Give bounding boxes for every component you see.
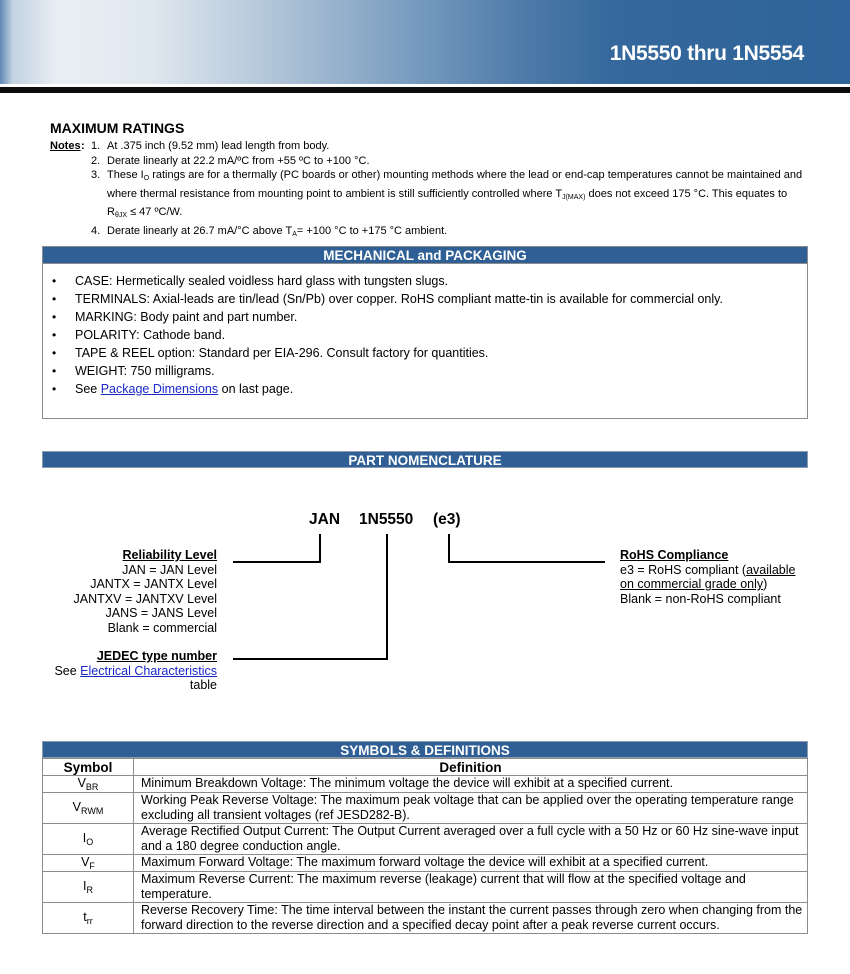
jedec-type-title: JEDEC type number (96, 649, 217, 663)
symbols-definitions-header: SYMBOLS & DEFINITIONS (42, 741, 808, 758)
definition-cell: Average Rectified Output Current: The Output Current averaged over a full cycle with a 50 Hz or 60 Hz sine-wave input and a 180 degree conduction angle. (134, 824, 808, 855)
item-text: MARKING: Body paint and part number. (75, 310, 298, 324)
bullet-icon: • (52, 364, 57, 378)
subscript: θJX (114, 212, 128, 219)
rohs-underlined: available (746, 562, 796, 577)
symbol-cell (43, 793, 134, 824)
symbol-subscript: O (86, 837, 94, 847)
definition-cell: Maximum Forward Voltage: The maximum forward voltage the device will exhibit at a specified current. (134, 855, 808, 872)
table-row (43, 855, 808, 872)
symbol-letter: V (77, 776, 86, 790)
rohs-text: ) (763, 577, 768, 591)
notes-colon: : (81, 140, 85, 152)
table-header-row (43, 759, 808, 776)
symbol-letter: I (82, 831, 87, 845)
note-text: Derate linearly at 22.2 mA/ºC from +55 ºC to +100 °C. (107, 154, 370, 167)
notes-list (50, 139, 810, 242)
rohs-compliance-title: RoHS Compliance (620, 548, 729, 562)
rohs-compliance-legend (620, 548, 820, 606)
definition-cell: Maximum Reverse Current: The maximum reverse (leakage) current that will flow at the specified voltage and temperature. (134, 872, 808, 903)
jedec-prefix: See (54, 663, 81, 678)
note-text: = +100 °C to +175 °C ambient. (296, 224, 448, 237)
symbol-cell (43, 824, 134, 855)
code-level: JAN (309, 511, 341, 528)
symbol-subscript: F (89, 861, 95, 871)
connector-level-vertical (319, 534, 321, 562)
reliability-line: JANS = JANS Level (105, 606, 217, 620)
symbol-letter: I (83, 879, 87, 893)
table-row (43, 793, 808, 824)
symbols-definitions-section (42, 741, 808, 934)
symbol-subscript: RWM (81, 806, 104, 816)
jedec-type-legend (54, 649, 217, 693)
list-item (43, 272, 807, 290)
subscript: A (292, 230, 297, 238)
list-item (43, 326, 807, 344)
subscript: O (143, 175, 150, 182)
code-rohs: (e3) (433, 511, 461, 528)
bullet-icon: • (52, 310, 57, 324)
item-text: POLARITY: Cathode band. (75, 328, 226, 342)
mechanical-packaging-header: MECHANICAL and PACKAGING (43, 247, 807, 264)
symbol-letter: V (81, 855, 90, 869)
symbol-subscript: R (86, 885, 93, 895)
mechanical-list (43, 264, 807, 398)
connector-level-horizontal (233, 561, 321, 563)
definition-cell: Reverse Recovery Time: The time interval between the instant the current passes through zero when changing from the forward direction to the reverse direction and a specified decay point after a peak reverse current occurs. (134, 903, 808, 934)
symbol-letter: t (83, 910, 87, 924)
column-header-definition: Definition (134, 759, 808, 776)
bullet-icon: • (52, 328, 57, 342)
bullet-icon: • (52, 274, 57, 288)
connector-part-vertical (386, 534, 388, 660)
bullet-icon: • (52, 292, 57, 306)
maximum-ratings-title: MAXIMUM RATINGS (50, 120, 185, 136)
reliability-line: JAN = JAN Level (122, 562, 217, 577)
item-text: TAPE & REEL option: Standard per EIA-296. Consult factory for quantities. (75, 346, 489, 360)
table-row (43, 824, 808, 855)
reliability-line: Blank = commercial (107, 620, 217, 635)
document-title: 1N5550 thru 1N5554 (609, 42, 804, 65)
symbol-subscript: BR (85, 782, 99, 792)
item-text: WEIGHT: 750 milligrams. (75, 364, 215, 378)
list-item (43, 290, 807, 308)
rohs-line (620, 577, 820, 592)
reliability-line: JANTX = JANTX Level (90, 577, 217, 591)
symbol-letter: V (72, 800, 81, 814)
package-dimensions-link[interactable]: Package Dimensions (100, 382, 219, 396)
symbol-cell (43, 855, 134, 872)
connector-rohs-vertical (448, 534, 450, 562)
subscript: J(MAX) (562, 193, 586, 201)
notes-label: Notes (50, 140, 81, 152)
rohs-text: e3 = RoHS compliant ( (620, 562, 747, 577)
definition-cell: Minimum Breakdown Voltage: The minimum voltage the device will exhibit at a specified current. (134, 776, 808, 793)
electrical-characteristics-link[interactable]: Electrical Characteristics (80, 663, 217, 678)
symbol-subscript: rr (86, 916, 93, 926)
jedec-line (54, 664, 217, 679)
item-text: on last page. (218, 382, 294, 396)
jedec-suffix: table (189, 678, 217, 692)
list-item (43, 380, 807, 398)
note-number: 1. (91, 140, 101, 152)
note-2 (50, 154, 810, 169)
rohs-underlined: on commercial grade only (620, 577, 764, 591)
note-3 (50, 168, 810, 224)
symbol-cell (43, 776, 134, 793)
table-row (43, 903, 808, 934)
note-text: ≤ 47 ºC/W. (127, 206, 183, 218)
connector-rohs-horizontal (448, 561, 605, 563)
reliability-level-legend (74, 548, 217, 635)
definition-cell: Working Peak Reverse Voltage: The maximum peak voltage that can be applied over the operating temperature range excluding all transient voltages (ref JESD282-B). (134, 793, 808, 824)
note-text: does not exceed 175 °C. This equates to R (107, 187, 788, 218)
note-text: ratings are for a thermally (PC boards or other) mounting methods where the lead or end-cap temperatures cannot be maintained and where thermal resistance from mounting point to ambient is still sufficiently controlled where T (107, 169, 803, 200)
note-number: 2. (91, 154, 101, 167)
part-nomenclature-header: PART NOMENCLATURE (42, 451, 808, 468)
note-text: These I (107, 169, 144, 181)
rohs-line (620, 563, 820, 578)
table-row (43, 776, 808, 793)
note-4 (50, 224, 810, 243)
symbols-table (42, 758, 808, 934)
list-item (43, 308, 807, 326)
symbol-cell (43, 872, 134, 903)
code-part-number: 1N5550 (359, 511, 414, 528)
list-item (43, 344, 807, 362)
item-text: See (75, 382, 101, 396)
header-banner (0, 0, 850, 84)
note-number: 4. (91, 224, 101, 237)
maximum-ratings-section (50, 120, 810, 242)
mechanical-packaging-box (42, 246, 808, 419)
list-item (43, 362, 807, 380)
note-text: Derate linearly at 26.7 mA/°C above T (107, 224, 293, 237)
table-row (43, 872, 808, 903)
connector-part-horizontal (233, 658, 388, 660)
note-number: 3. (91, 169, 101, 181)
note-1 (50, 139, 810, 154)
bullet-icon: • (52, 382, 57, 396)
note-text: At .375 inch (9.52 mm) lead length from body. (107, 140, 330, 152)
item-text: TERMINALS: Axial-leads are tin/lead (Sn/Pb) over copper. RoHS compliant matte-tin is available for commercial only. (75, 292, 723, 306)
item-text: CASE: Hermetically sealed voidless hard glass with tungsten slugs. (75, 274, 449, 288)
bullet-icon: • (52, 346, 57, 360)
symbol-cell (43, 903, 134, 934)
column-header-symbol: Symbol (43, 759, 134, 776)
reliability-level-title: Reliability Level (122, 548, 217, 562)
header-divider-black (0, 87, 850, 93)
rohs-line: Blank = non-RoHS compliant (620, 591, 781, 606)
reliability-line: JANTXV = JANTXV Level (73, 591, 217, 606)
part-nomenclature-section (42, 451, 808, 468)
